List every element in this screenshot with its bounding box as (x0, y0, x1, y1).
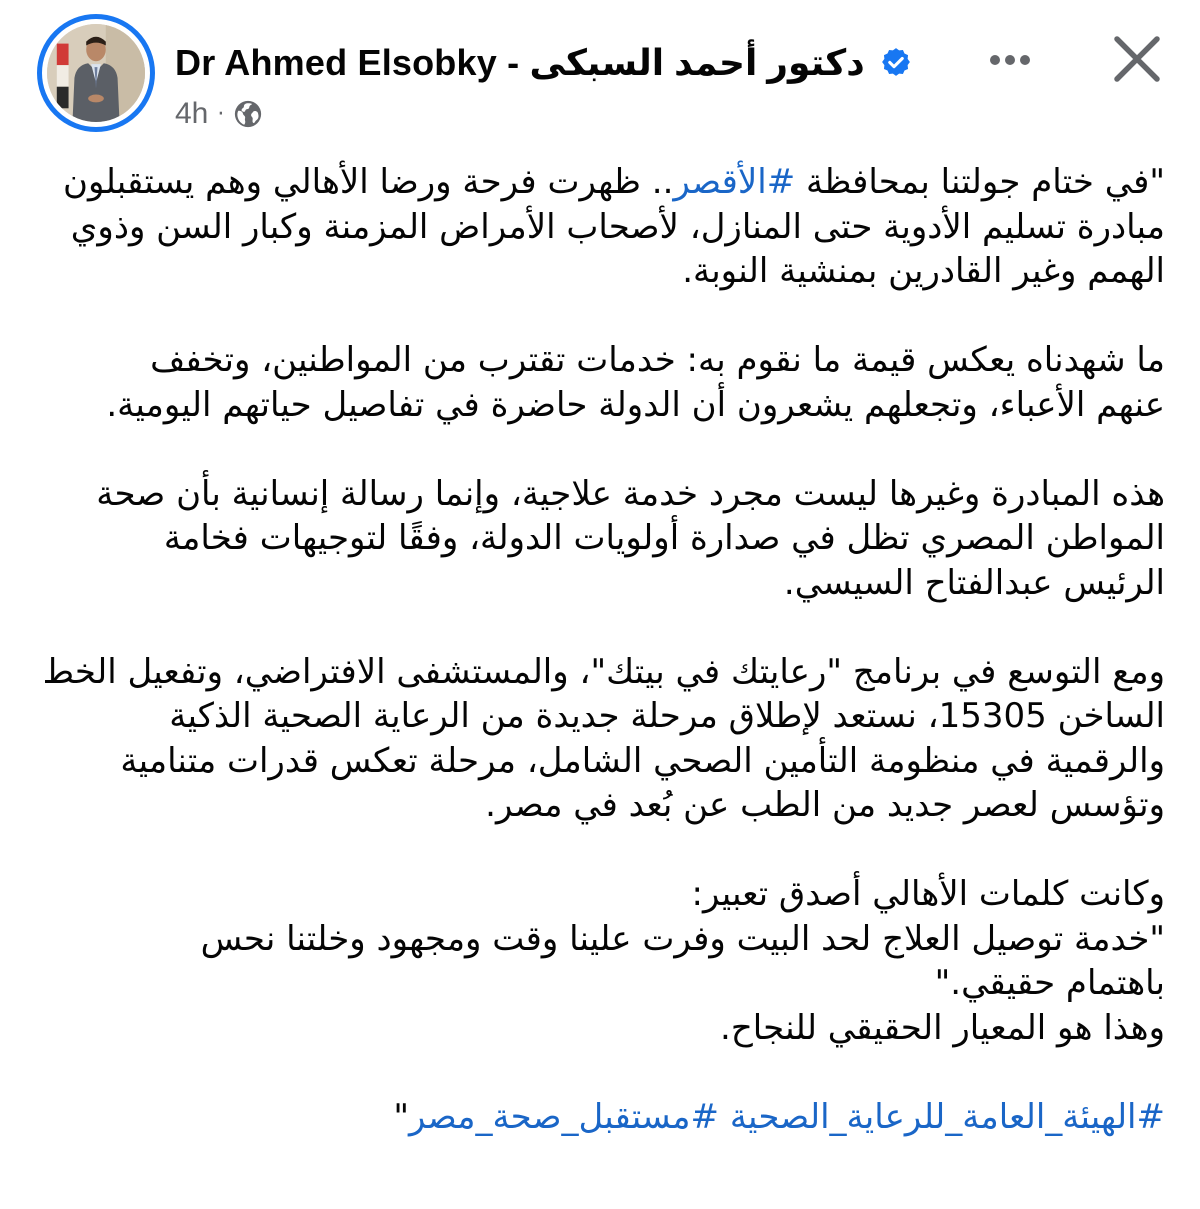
author-name[interactable]: Dr Ahmed Elsobky - دكتور أحمد السبكى (175, 42, 865, 83)
text-line: هذه المبادرة وغيرها ليست مجرد خدمة علاجية، وإنما رسالة إنسانية بأن صحة (96, 473, 1165, 514)
text-line: عنهم الأعباء، وتجعلهم يشعرون أن الدولة حاضرة في تفاصيل حياتهم اليومية. (106, 384, 1165, 425)
text-line (30, 1095, 1165, 1140)
text-line: الرئيس عبدالفتاح السيسي. (783, 562, 1165, 603)
close-button[interactable] (1108, 30, 1166, 88)
more-options-button[interactable] (985, 45, 1035, 75)
text-line: "خدمة توصيل العلاج لحد البيت وفرت علينا وقت ومجهود وخلتنا نحس (200, 918, 1165, 959)
hashtag-health-authority-link[interactable]: #الهيئة_العامة_للرعاية_الصحية (729, 1096, 1165, 1137)
text-line: والرقمية في منظومة التأمين الصحي الشامل، مرحلة تعكس قدرات متنامية (120, 740, 1165, 781)
text-line: ما شهدناه يعكس قيمة ما نقوم به: خدمات تقترب من المواطنين، وتخفف (150, 340, 1165, 380)
text-segment: .. ظهرت فرحة ورضا الأهالي وهم يستقبلون (63, 162, 674, 202)
paragraph-1 (30, 160, 1165, 294)
text-line: باهتمام حقيقي." (934, 963, 1165, 1003)
text-line: المواطن المصري تظل في صدارة أولويات الدولة، وفقًا لتوجيهات فخامة (163, 518, 1165, 558)
avatar-image-icon (47, 24, 145, 122)
post-body (30, 160, 1165, 1139)
more-dot-icon (1005, 55, 1015, 65)
hashtag-future-health-egypt-link[interactable]: #مستقبل_صحة_مصر (409, 1096, 720, 1137)
paragraph-5 (30, 872, 1165, 1050)
paragraph-3 (30, 472, 1165, 606)
paragraph-4 (30, 650, 1165, 828)
verified-badge-icon (879, 46, 913, 80)
text-line: الهمم وغير القادرين بمنشية النوبة. (682, 251, 1165, 291)
closing-quote: " (393, 1096, 409, 1137)
author-avatar[interactable] (37, 14, 155, 132)
meta-separator: · (217, 101, 225, 127)
text-line: وكانت كلمات الأهالي أصدق تعبير: (691, 874, 1165, 914)
hashtag-luxor-link[interactable]: #الأقصر (673, 162, 796, 202)
post-header (0, 0, 1200, 150)
post-meta (175, 96, 263, 132)
text-line: الساخن 15305، نستعد لإطلاق مرحلة جديدة من الرعاية الصحية الذكية (169, 696, 1165, 736)
text-line (30, 160, 1165, 205)
text-segment: "في ختام جولتنا بمحافظة (795, 162, 1165, 202)
close-icon (1108, 30, 1166, 88)
text-line: ومع التوسع في برنامج "رعايتك في بيتك"، والمستشفى الافتراضي، وتفعيل الخط (42, 651, 1165, 692)
post-timestamp[interactable]: 4h (175, 97, 209, 130)
text-line: وهذا هو المعيار الحقيقي للنجاح. (720, 1007, 1165, 1048)
more-dot-icon (1020, 55, 1030, 65)
text-line: مبادرة تسليم الأدوية حتى المنازل، لأصحاب الأمراض المزمنة وكبار السن وذوي (70, 206, 1165, 247)
paragraph-2 (30, 338, 1165, 427)
text-line: وتؤسس لعصر جديد من الطب عن بُعد في مصر. (485, 785, 1165, 825)
author-name-row (175, 38, 913, 88)
avatar-photo (47, 24, 145, 122)
more-dot-icon (990, 55, 1000, 65)
globe-icon[interactable] (233, 99, 263, 129)
hashtags-line (30, 1095, 1165, 1140)
